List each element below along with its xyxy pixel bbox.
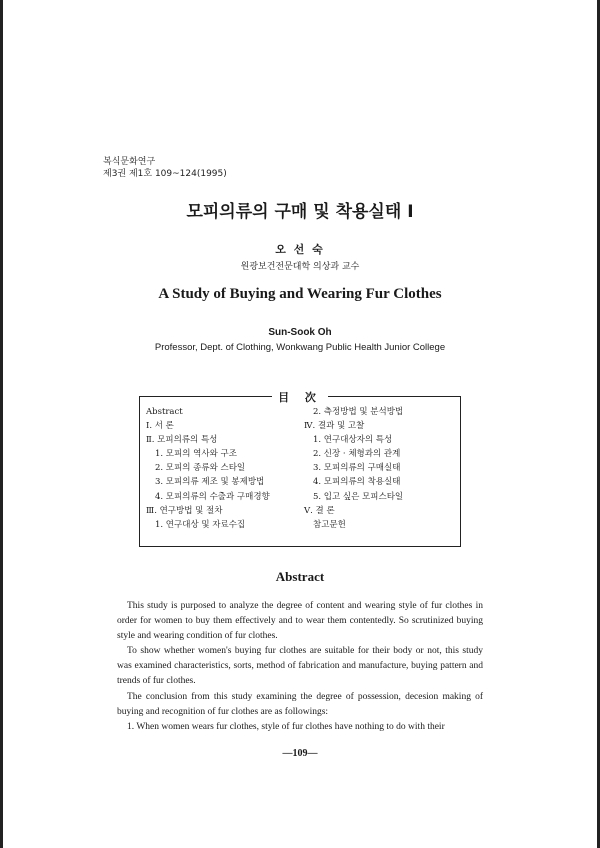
author-english: Sun-Sook Oh (268, 327, 332, 338)
toc-left-column (146, 405, 270, 532)
toc-item: 5. 입고 싶은 모피스타일 (313, 491, 404, 502)
journal-volume: 제3권 제1호 109~124(1995) (103, 169, 227, 179)
author-korean: 오 선 숙 (275, 243, 325, 256)
toc-right-column (304, 405, 403, 532)
toc-item: 참고문헌 (313, 519, 346, 530)
toc-item: 1. 연구대상 및 자료수집 (155, 519, 246, 530)
affiliation-english: Professor, Dept. of Clothing, Wonkwang Public Health Junior College (154, 342, 446, 353)
toc-item: 1. 연구대상자의 특성 (313, 435, 393, 446)
toc-item: Abstract (146, 407, 183, 417)
toc-item: 1. 모피의 역사와 구조 (155, 449, 237, 460)
title-english: A Study of Buying and Wearing Fur Clothes (158, 286, 442, 302)
toc-item: 4. 모피의류의 착용실태 (313, 477, 401, 488)
toc-item: Ⅴ. 결 론 (304, 505, 335, 516)
affiliation-korean: 원광보건전문대학 의상과 교수 (240, 262, 360, 272)
toc-item: Ⅱ. 모피의류의 특성 (146, 435, 218, 446)
toc-item: 3. 모피의류 제조 및 봉제방법 (155, 477, 265, 488)
page-edge-left (0, 0, 3, 848)
toc-item: Ⅰ. 서 론 (146, 421, 174, 432)
abstract-paragraph: This study is purposed to analyze the degree of content and wearing style of fur clothes in order for women to buy them effectively and to wear them contentedly. So scrutinized buying style and wearing condition of fur clothes. (117, 601, 483, 642)
journal-header (103, 156, 227, 180)
toc-item: 2. 신장 · 체형과의 관계 (313, 449, 401, 460)
toc-item: Ⅲ. 연구방법 및 절차 (146, 505, 223, 516)
abstract-heading: Abstract (275, 569, 325, 584)
abstract-paragraph: To show whether women's buying fur clothes are suitable for their body or not, this study was examined characteristics, sorts, method of fabrication and manufacture, buying pattern and trends of fur clothes. (117, 646, 483, 687)
toc-item: 2. 모피의 종류와 스타일 (155, 463, 246, 474)
title-korean: 모피의류의 구매 및 착용실태 I (186, 202, 414, 222)
toc-item: 3. 모피의류의 구매실태 (313, 463, 401, 474)
abstract-body (117, 599, 483, 735)
abstract-paragraph: 1. When women wears fur clothes, style of fur clothes have nothing to do with their (127, 721, 445, 732)
journal-name: 복식문화연구 (103, 157, 156, 167)
page-number: —109— (282, 748, 318, 759)
toc-item: 4. 모피의류의 수출과 구매경향 (155, 491, 270, 502)
toc-item: 2. 측정방법 및 분석방법 (313, 407, 404, 417)
toc-item: Ⅳ. 결과 및 고찰 (304, 421, 365, 432)
toc-heading: 目 次 (272, 389, 328, 405)
abstract-paragraph: The conclusion from this study examining the degree of possession, decesion making of buying and recognition of fur clothes are as followings: (117, 691, 483, 717)
